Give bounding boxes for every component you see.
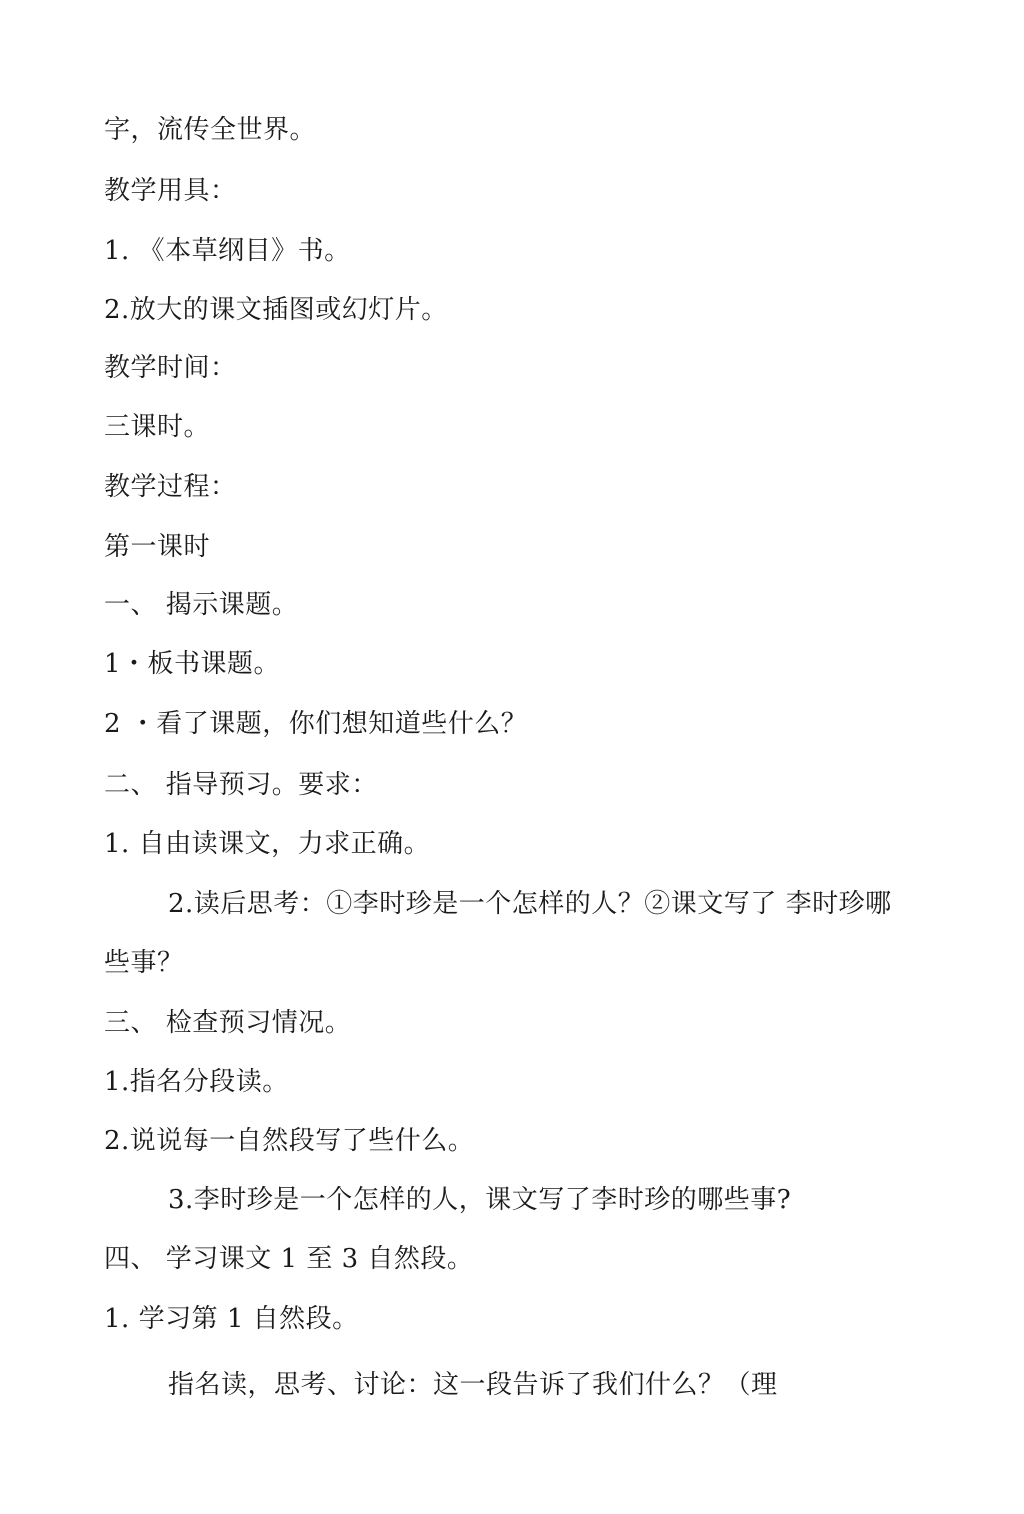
- lesson-heading: 第一课时: [104, 532, 211, 562]
- section-heading-tools: 教学用具：: [104, 176, 237, 206]
- list-item: 1. 《本草纲目》书。: [104, 236, 351, 266]
- step-heading: 一、 揭示课题。: [104, 590, 299, 620]
- list-item: 3.李时珍是一个怎样的人，课文写了李时珍的哪些事?: [168, 1185, 792, 1215]
- step-heading: 四、 学习课文 1 至 3 自然段。: [104, 1244, 474, 1274]
- section-heading-time: 教学时间：: [104, 353, 237, 383]
- list-item: 1.指名分段读。: [104, 1067, 289, 1097]
- text-line: 指名读，思考、讨论：这一段告诉了我们什么？（理: [168, 1370, 778, 1400]
- step-heading: 二、 指导预习。要求：: [104, 770, 378, 800]
- list-item: 1. 自由读课文，力求正确。: [104, 829, 431, 859]
- list-item: 1. 学习第 1 自然段。: [104, 1304, 359, 1334]
- list-item: 2.说说每一自然段写了些什么。: [104, 1126, 475, 1156]
- text-line: 些事？: [104, 948, 184, 978]
- list-item: 2 ・看了课题，你们想知道些什么？: [104, 709, 528, 739]
- text-line: 字，流传全世界。: [104, 115, 317, 145]
- step-heading: 三、 检查预习情况。: [104, 1008, 352, 1038]
- list-item: 1・板书课题。: [104, 649, 281, 679]
- list-item: 2.放大的课文插图或幻灯片。: [104, 295, 448, 325]
- text-line: 三课时。: [104, 412, 211, 442]
- section-heading-process: 教学过程：: [104, 472, 237, 502]
- list-item: 2.读后思考：①李时珍是一个怎样的人？②课文写了 李时珍哪: [168, 889, 892, 919]
